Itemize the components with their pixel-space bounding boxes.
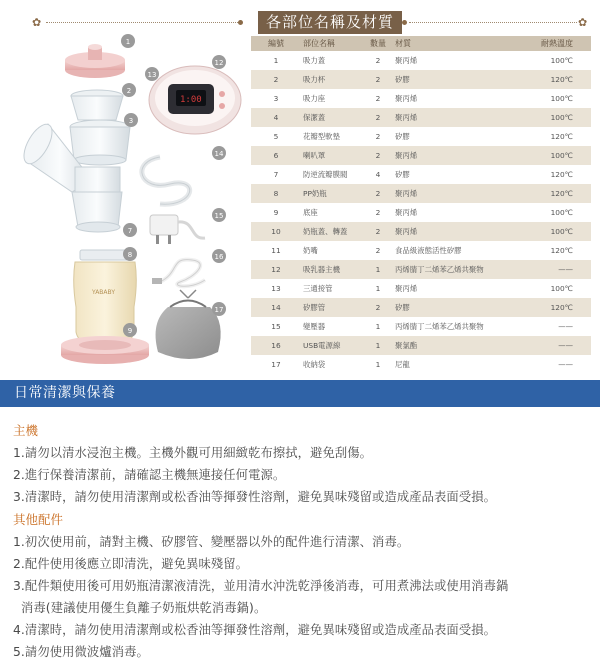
breast-pump-parts-illustration xyxy=(20,32,245,377)
callout-17 xyxy=(212,302,226,316)
cell-temp: 100℃ xyxy=(513,146,591,165)
cell-temp: 100℃ xyxy=(513,89,591,108)
table-row xyxy=(251,184,591,203)
cell-temp: 120℃ xyxy=(513,241,591,260)
dot-icon xyxy=(238,20,243,25)
cell-qty: 2 xyxy=(363,70,393,89)
dot-icon xyxy=(402,20,407,25)
care-line: 2.進行保養清潔前，請確認主機無連接任何電源。 xyxy=(13,468,286,482)
cell-qty: 2 xyxy=(363,241,393,260)
cell-no: 8 xyxy=(251,184,301,203)
cell-name: 奶瓶蓋、轉蓋 xyxy=(301,222,363,241)
main-unit-part xyxy=(149,66,241,134)
cell-no: 17 xyxy=(251,355,301,374)
svg-text:8: 8 xyxy=(127,251,133,259)
callout-7 xyxy=(123,223,137,237)
cell-temp: 100℃ xyxy=(513,51,591,70)
cell-temp: 100℃ xyxy=(513,108,591,127)
cell-qty: 1 xyxy=(363,336,393,355)
cell-temp: 100℃ xyxy=(513,222,591,241)
table-row xyxy=(251,317,591,336)
table-row xyxy=(251,89,591,108)
parts-materials-table xyxy=(251,36,591,374)
cell-name: 三通接管 xyxy=(301,279,363,298)
cell-name: PP奶瓶 xyxy=(301,184,363,203)
cell-name: 奶嘴 xyxy=(301,241,363,260)
cell-name: 花瓣型軟墊 xyxy=(301,127,363,146)
cell-material: 聚丙烯 xyxy=(393,89,513,108)
cell-material: 聚丙烯 xyxy=(393,108,513,127)
callout-3 xyxy=(124,113,138,127)
svg-text:9: 9 xyxy=(127,327,133,335)
cell-temp: 120℃ xyxy=(513,165,591,184)
table-row xyxy=(251,165,591,184)
cell-name: 變壓器 xyxy=(301,317,363,336)
cell-material: 矽膠 xyxy=(393,70,513,89)
callout-1 xyxy=(121,34,135,48)
spec-section-title: 各部位名稱及材質 xyxy=(258,11,402,34)
cell-no: 3 xyxy=(251,89,301,108)
svg-text:15: 15 xyxy=(214,212,224,220)
left-ornament xyxy=(32,17,244,29)
cell-no: 12 xyxy=(251,260,301,279)
table-row xyxy=(251,241,591,260)
cell-material: 聚丙烯 xyxy=(393,184,513,203)
cell-qty: 2 xyxy=(363,108,393,127)
cell-qty: 4 xyxy=(363,165,393,184)
adapter-part xyxy=(150,215,205,244)
header-qty: 數量 xyxy=(363,36,393,51)
cell-material: 聚氯酯 xyxy=(393,336,513,355)
cell-material: 矽膠 xyxy=(393,165,513,184)
care-line: 5.請勿使用微波爐消毒。 xyxy=(13,645,149,659)
cell-material: 矽膠 xyxy=(393,127,513,146)
silicone-tube-part xyxy=(142,157,190,204)
care-line: 2.配件使用後應立即清洗，避免異味殘留。 xyxy=(13,557,249,571)
usb-cable-part xyxy=(152,260,205,287)
clear-cup-part xyxy=(71,90,123,120)
cell-no: 7 xyxy=(251,165,301,184)
pink-cap-part xyxy=(65,44,125,78)
cell-material: 聚丙烯 xyxy=(393,203,513,222)
cell-no: 10 xyxy=(251,222,301,241)
cell-name: 吸乳器主機 xyxy=(301,260,363,279)
care-line: 3.配件類使用後可用奶瓶清潔液清洗，並用清水沖洗乾淨後消毒，可用煮沸法或使用消毒鍋 xyxy=(13,579,509,593)
care-line: 1.請勿以清水浸泡主機。主機外觀可用細緻乾布擦拭，避免刮傷。 xyxy=(13,446,373,460)
callout-13 xyxy=(145,67,159,81)
cell-material: 聚丙烯 xyxy=(393,146,513,165)
table-row xyxy=(251,70,591,89)
header-temp: 耐熱溫度 xyxy=(513,36,591,51)
display-readout: 1:00 xyxy=(180,95,202,105)
callout-14 xyxy=(212,146,226,160)
cell-qty: 1 xyxy=(363,355,393,374)
header-no: 編號 xyxy=(251,36,301,51)
cell-no: 13 xyxy=(251,279,301,298)
cell-name: 防逆流瓣膜閥 xyxy=(301,165,363,184)
cell-qty: 1 xyxy=(363,317,393,336)
table-row xyxy=(251,108,591,127)
cell-name: 底座 xyxy=(301,203,363,222)
table-row xyxy=(251,51,591,70)
cell-no: 14 xyxy=(251,298,301,317)
right-ornament xyxy=(400,17,592,29)
callout-16 xyxy=(212,249,226,263)
table-row xyxy=(251,127,591,146)
cell-name: 吸力蓋 xyxy=(301,51,363,70)
cell-material: 矽膠 xyxy=(393,298,513,317)
table-row xyxy=(251,298,591,317)
cell-temp: 120℃ xyxy=(513,298,591,317)
cell-name: 保潔蓋 xyxy=(301,108,363,127)
cell-name: 收納袋 xyxy=(301,355,363,374)
cell-temp: —— xyxy=(513,317,591,336)
cell-qty: 2 xyxy=(363,298,393,317)
cell-qty: 2 xyxy=(363,184,393,203)
cell-temp: 100℃ xyxy=(513,279,591,298)
cell-temp: 120℃ xyxy=(513,70,591,89)
care-line: 1.初次使用前，請對主機、矽膠管、變壓器以外的配件進行清潔、消毒。 xyxy=(13,535,410,549)
svg-text:16: 16 xyxy=(214,253,224,261)
care-section-title: 日常清潔與保養 xyxy=(14,385,116,401)
table-row xyxy=(251,355,591,374)
table-row xyxy=(251,279,591,298)
cell-temp: —— xyxy=(513,355,591,374)
cell-no: 5 xyxy=(251,127,301,146)
cell-no: 6 xyxy=(251,146,301,165)
cell-no: 1 xyxy=(251,51,301,70)
cell-temp: 120℃ xyxy=(513,127,591,146)
callout-8 xyxy=(123,247,137,261)
cell-material: 聚丙烯 xyxy=(393,222,513,241)
svg-text:7: 7 xyxy=(127,227,133,235)
flower-icon: ✿ xyxy=(32,16,42,29)
cell-material: 丙烯腈丁二烯苯乙烯共聚物 xyxy=(393,317,513,336)
flower-icon: ✿ xyxy=(578,16,588,29)
cell-no: 2 xyxy=(251,70,301,89)
cell-material: 尼龍 xyxy=(393,355,513,374)
svg-text:1: 1 xyxy=(125,38,131,46)
cell-temp: —— xyxy=(513,260,591,279)
cell-material: 丙烯腈丁二烯苯乙烯共聚物 xyxy=(393,260,513,279)
svg-text:17: 17 xyxy=(214,306,224,314)
cell-no: 11 xyxy=(251,241,301,260)
callout-15 xyxy=(212,208,226,222)
clear-connector-part xyxy=(70,120,130,165)
cell-no: 4 xyxy=(251,108,301,127)
pink-base-part xyxy=(61,336,149,364)
cell-material: 聚丙烯 xyxy=(393,279,513,298)
care-line: 3.清潔時，請勿使用清潔劑或松香油等揮發性溶劑，避免異味殘留或造成產品表面受損。 xyxy=(13,490,497,504)
callout-9 xyxy=(123,323,137,337)
section-heading-accessories: 其他配件 xyxy=(13,512,64,527)
callout-12 xyxy=(212,55,226,69)
cell-qty: 2 xyxy=(363,51,393,70)
svg-text:13: 13 xyxy=(147,71,157,79)
cell-no: 16 xyxy=(251,336,301,355)
cell-no: 15 xyxy=(251,317,301,336)
svg-text:3: 3 xyxy=(128,117,134,125)
cell-qty: 2 xyxy=(363,146,393,165)
header-name: 部位名稱 xyxy=(301,36,363,51)
callout-2 xyxy=(122,83,136,97)
cell-temp: 120℃ xyxy=(513,184,591,203)
cell-material: 食品級液態活性矽膠 xyxy=(393,241,513,260)
care-instructions xyxy=(0,407,600,668)
section-heading-main-unit: 主機 xyxy=(13,423,39,438)
table-row xyxy=(251,260,591,279)
cell-no: 9 xyxy=(251,203,301,222)
cell-temp: 100℃ xyxy=(513,203,591,222)
cell-name: 矽膠管 xyxy=(301,298,363,317)
cell-temp: —— xyxy=(513,336,591,355)
cell-qty: 1 xyxy=(363,260,393,279)
cell-name: USB電源線 xyxy=(301,336,363,355)
cell-name: 吸力杯 xyxy=(301,70,363,89)
svg-text:14: 14 xyxy=(214,150,224,158)
cell-qty: 2 xyxy=(363,89,393,108)
care-line: 4.清潔時，請勿使用清潔劑或松香油等揮發性溶劑，避免異味殘留或造成產品表面受損。 xyxy=(13,623,497,637)
cell-name: 喇叭罩 xyxy=(301,146,363,165)
table-row xyxy=(251,222,591,241)
cell-qty: 2 xyxy=(363,127,393,146)
storage-bag-part xyxy=(156,290,221,359)
cell-name: 吸力座 xyxy=(301,89,363,108)
cell-material: 聚丙烯 xyxy=(393,51,513,70)
table-row xyxy=(251,146,591,165)
care-banner xyxy=(0,380,600,407)
cell-qty: 2 xyxy=(363,222,393,241)
table-row xyxy=(251,336,591,355)
care-line: 消毒(建議使用優生負離子奶瓶烘乾消毒鍋)。 xyxy=(13,601,267,615)
svg-text:2: 2 xyxy=(126,87,132,95)
svg-text:12: 12 xyxy=(214,59,224,67)
cell-qty: 1 xyxy=(363,279,393,298)
table-header-row xyxy=(251,36,591,51)
header-material: 材質 xyxy=(393,36,513,51)
bottle-brand: YABABY xyxy=(92,289,115,296)
cell-qty: 2 xyxy=(363,203,393,222)
table-row xyxy=(251,203,591,222)
